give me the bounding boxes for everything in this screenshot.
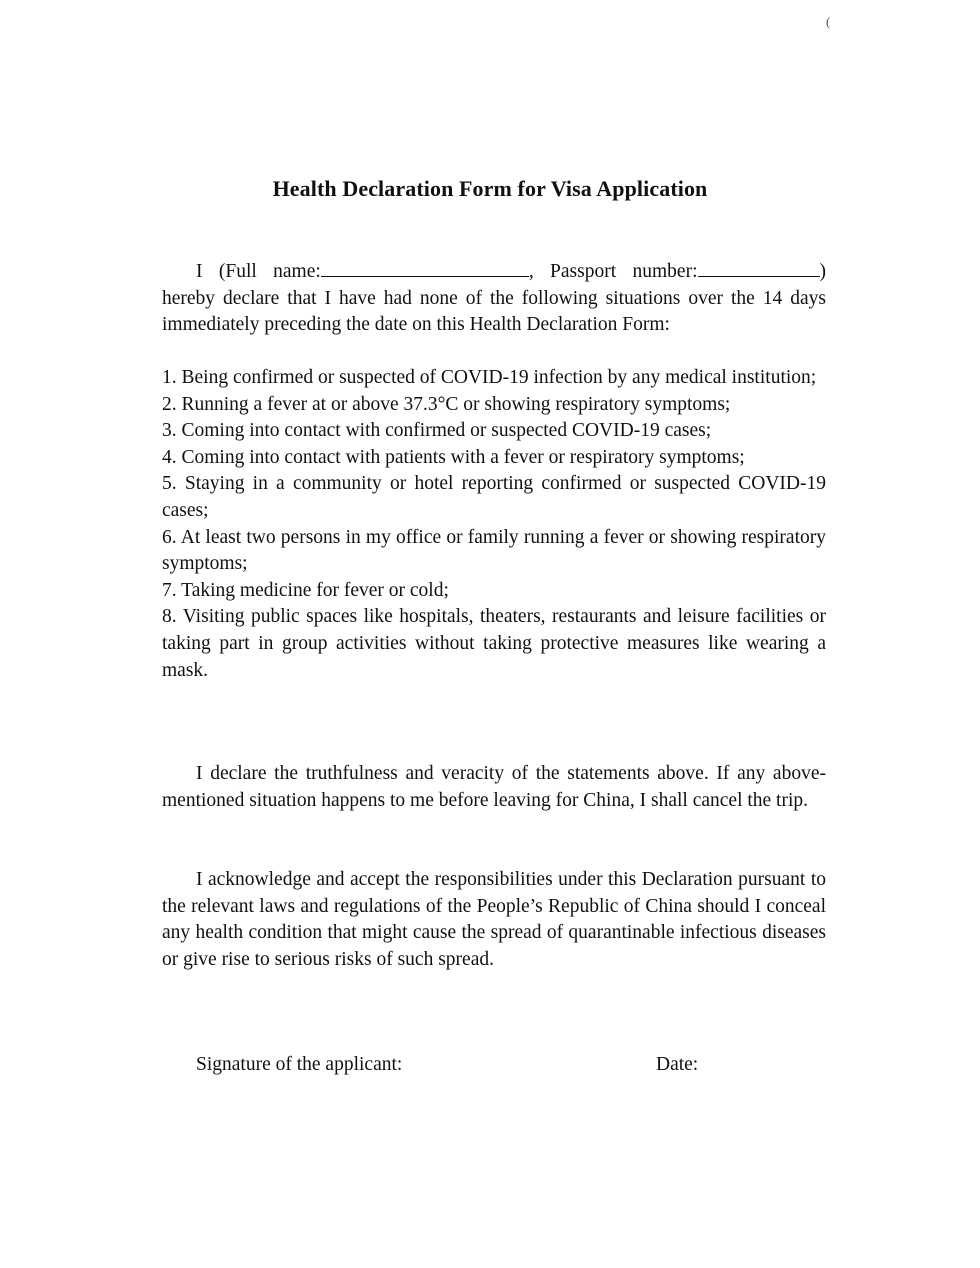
intro-first-line [162,258,826,286]
acknowledgement-paragraph [162,867,826,973]
intro-text [162,258,826,339]
list-item: 6. At least two persons in my office or family running a fever or showing respiratory symptoms; [162,526,826,575]
full-name-blank[interactable] [321,258,529,277]
intro-continuation: hereby declare that I have had none of the following situations over the 14 days immediately preceding the date on this Health Declaration Form: [162,287,826,336]
list-item: 1. Being confirmed or suspected of COVID-19 infection by any medical institution; [162,367,817,388]
passport-number-label: , Passport number: [528,261,698,282]
list-item: 7. Taking medicine for fever or cold; [162,579,449,601]
form-title: Health Declaration Form for Visa Application [272,176,708,201]
declaration-paragraph [162,761,826,814]
list-item: 2. Running a fever at or above 37.3°C or showing respiratory symptoms; [162,393,731,415]
list-item: 5. Staying in a community or hotel reporting confirmed or suspected COVID-19 cases; [162,473,826,521]
list-item: 8. Visiting public spaces like hospitals, theaters, restaurants and leisure facilities or taking part in group activities without taking protective measures like wearing a mask. [162,606,826,681]
full-name-label: I (Full name: [196,261,321,282]
intro-close-paren: ) [819,261,826,282]
situation-list [162,365,826,684]
list-item: 4. Coming into contact with patients with a fever or respiratory symptoms; [162,446,745,468]
passport-number-blank[interactable] [698,258,820,277]
signature-label: Signature of the applicant: [196,1054,403,1075]
declaration-text: I declare the truthfulness and veracity of the statements above. If any above-mentioned situation happens to me before leaving for China, I shall cancel the trip. [162,763,826,811]
date-label: Date: [656,1054,699,1075]
scan-mark: ( [826,14,831,29]
acknowledgement-text: I acknowledge and accept the responsibilities under this Declaration pursuant to the relevant laws and regulations of the People’s Republic of China should I conceal any health condition that might cause the spread of quarantinable infectious diseases or give rise to serious risks of such spread. [162,869,826,970]
intro-paragraph [162,258,826,339]
list-item: 3. Coming into contact with confirmed or suspected COVID-19 cases; [162,420,712,442]
